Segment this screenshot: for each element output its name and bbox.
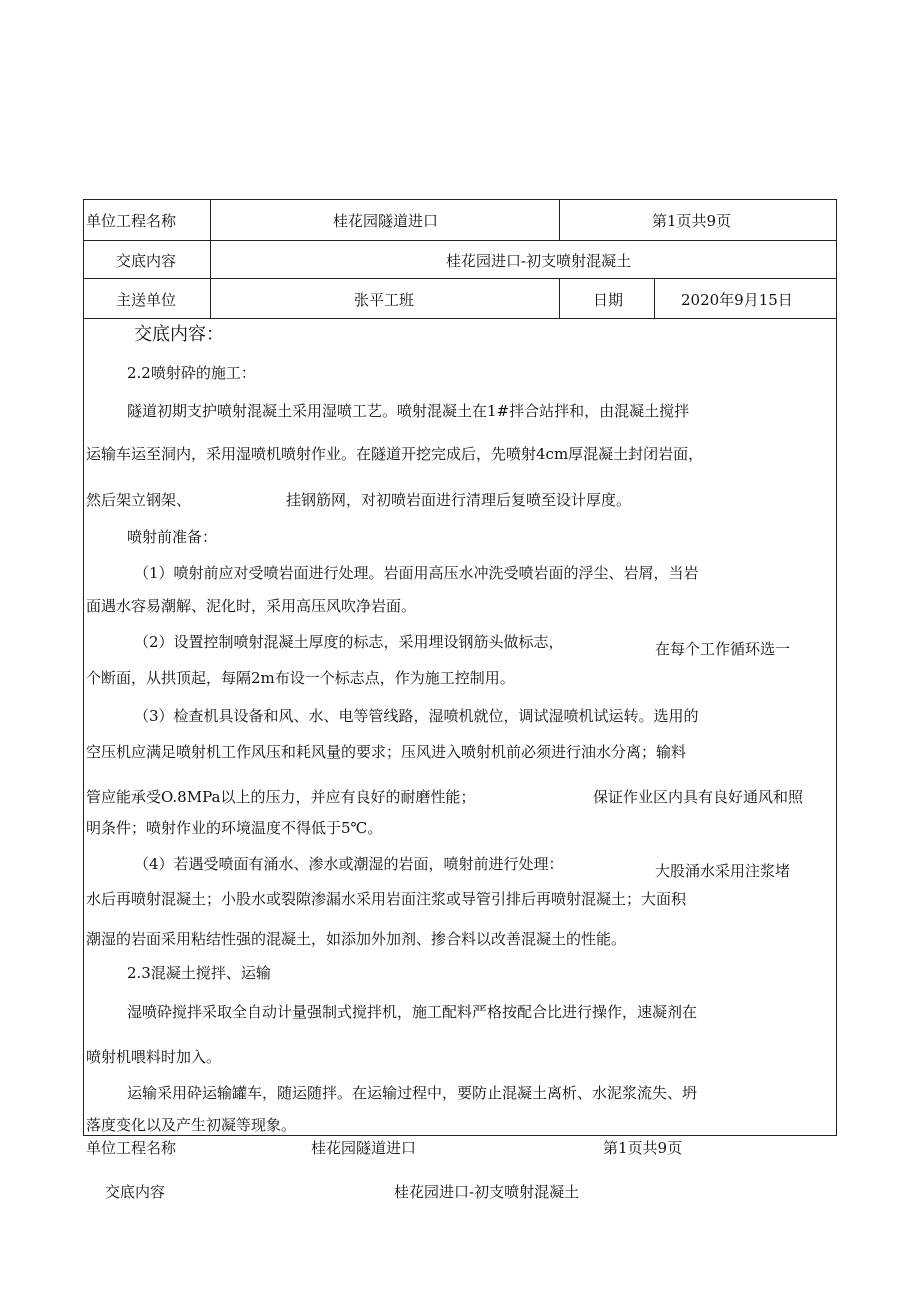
table-border-row3 (83, 318, 837, 319)
body-line: 挂钢筋网，对初喷岩面进行清理后复喷至设计厚度。 (286, 491, 632, 509)
body-line: 2.2喷射砕的施工： (127, 364, 256, 382)
content-value: 桂花园进口-初支喷射混凝土 (446, 252, 632, 270)
table-border-left (83, 199, 84, 1136)
body-line: （4）若遇受喷面有涌水、渗水或潮湿的岩面，喷射前进行处理： (134, 855, 564, 873)
body-line: 隧道初期支护喷射混凝土采用湿喷工艺。喷射混凝土在1#拌合站拌和，由混凝土搅拌 (127, 402, 690, 420)
body-line: 喷射前准备： (127, 528, 218, 546)
body-line: 明条件；喷射作业的环境温度不得低于5℃。 (86, 819, 383, 837)
page-info: 第1页共9页 (652, 212, 732, 230)
body-heading: 交底内容： (134, 324, 224, 345)
body-line: 空压机应满足喷射机工作风压和耗风量的要求；压风进入喷射机前必须进行油水分离；输料 (86, 743, 687, 761)
date-value: 2020年9月15日 (681, 291, 793, 309)
body-line: （2）设置控制喷射混凝土厚度的标志，采用埋设钢筋头做标志， (134, 633, 564, 651)
body-line: 面遇水容易潮解、泥化时，采用高压风吹净岩面。 (86, 597, 417, 615)
body-line: 喷射机喂料时加入。 (86, 1048, 222, 1066)
body-line: 水后再喷射混凝土；小股水或裂隙渗漏水采用岩面注浆或导管引排后再喷射混凝土；大面积 (86, 890, 687, 908)
footer-project-label: 单位工程名称 (86, 1139, 177, 1157)
body-line: 潮湿的岩面采用粘结性强的混凝土，如添加外加剂、掺合料以改善混凝土的性能。 (86, 930, 627, 948)
table-divider-datevalue-col (654, 278, 655, 319)
body-line: （1）喷射前应对受喷岩面进行处理。岩面用高压水冲洗受喷岩面的浮尘、岩屑，当岩 (134, 564, 699, 582)
date-label: 日期 (593, 291, 624, 309)
project-label: 单位工程名称 (86, 212, 177, 230)
footer-page-info: 第1页共9页 (603, 1139, 683, 1157)
table-divider-date-col (559, 278, 560, 319)
body-line: 然后架立钢架、 (86, 491, 192, 509)
unit-value: 张平工班 (354, 291, 415, 309)
footer-project-value: 桂花园隧道进口 (311, 1139, 417, 1157)
body-line: 运输车运至洞内，采用湿喷机喷射作业。在隧道开挖完成后，先喷射4cm厚混凝土封闭岩面， (86, 445, 704, 463)
body-line: 落度变化以及产生初凝等现象。 (86, 1116, 297, 1134)
content-label: 交底内容 (116, 252, 177, 270)
unit-label: 主送单位 (116, 291, 177, 309)
footer-content-label: 交底内容 (105, 1183, 166, 1201)
body-line: 保证作业区内具有良好通风和照 (593, 788, 804, 806)
project-value: 桂花园隧道进口 (333, 212, 439, 230)
table-divider-label-col (210, 199, 211, 319)
body-line: 湿喷砕搅拌采取全自动计量强制式搅拌机，施工配料严格按配合比进行操作，速凝剂在 (127, 1003, 698, 1021)
table-divider-page-col (559, 199, 560, 240)
body-line: （3）检查机具设备和风、水、电等管线路，湿喷机就位，调试湿喷机试运转。选用的 (134, 707, 699, 725)
footer-content-value: 桂花园进口-初支喷射混凝土 (394, 1183, 580, 1201)
table-border-right (836, 199, 837, 1136)
body-line: 大股涌水采用注浆堵 (655, 862, 791, 880)
table-border-row2 (83, 278, 837, 279)
body-line: 个断面，从拱顶起，每隔2m布设一个标志点，作为施工控制用。 (86, 669, 515, 687)
body-line: 运输采用砕运输罐车，随运随拌。在运输过程中，要防止混凝土离析、水泥浆流失、坍 (127, 1084, 698, 1102)
body-line: 2.3混凝土搅拌、运输 (127, 964, 271, 982)
table-border-row1 (83, 240, 837, 241)
body-line: 管应能承受O.8MPa以上的压力，并应有良好的耐磨性能； (86, 788, 476, 806)
body-line: 在每个工作循环选一 (655, 640, 791, 658)
table-border-top (83, 199, 837, 200)
table-border-bottom (83, 1135, 837, 1136)
